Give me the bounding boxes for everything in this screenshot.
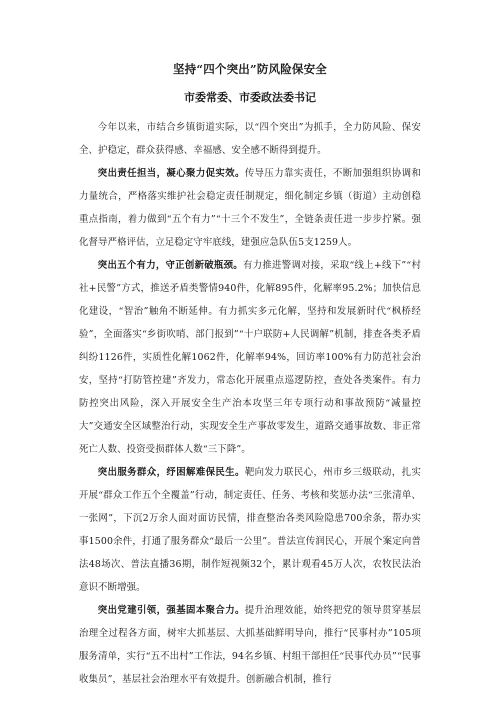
paragraph-text: 今年以来，市结合乡镇街道实际，以“四个突出”为抓手，全力防风险、保安全、护稳定，群众获得感、幸福感、安全感不断得到提升。 [79,122,421,156]
paragraph-serve-masses [79,461,421,599]
paragraph-five-forces [79,254,421,461]
paragraph-lead: 突出五个有力，守正创新破瓶颈。 [97,260,243,271]
paragraph-lead: 突出服务群众，纾困解难保民生。 [97,467,245,478]
paragraph-text: 提升治理效能，始终把党的领导贯穿基层治理全过程各方面，树牢大抓基层、大抓基础鲜明导向，推行“民事村办”105项服务清单，实行“五不出村”工作法，94名乡镇、村组干部担任“民事代办员”“民事收集员”，基层社会治理水平有效提升。创新融合机制，推行 [79,605,421,685]
paragraph-text: 传导压力靠实责任，不断加强组织协调和力量统合，严格落实维护社会稳定责任制规定，细化制定乡镇（街道）主动创稳重点指南，着力做到“五个有力”“十三个不发生”，全链条责任进一步步拧紧。强化督导严格评估，立足稳定守牢底线，建强应急队伍5支1259人。 [79,168,421,248]
paragraph-intro [79,116,421,162]
paragraph-lead: 突出党建引领，强基固本聚合力。 [97,605,245,616]
document-author: 市委常委、市委政法委书记 [184,91,316,104]
document-title: 坚持“四个突出”防风险保安全 [172,62,328,76]
paragraph-party-building [79,599,421,691]
paragraph-lead: 突出责任担当，凝心聚力促实效。 [97,168,245,179]
paragraph-text: 有力推进警调对接，采取“线上+线下”“村社+民警”方式，推送矛盾类警情940件，化解895件，化解率95.2%；加快信息化建设，“智治”触角不断延伸。有力抓实多元化解，坚持和发展新时代“枫桥经验”，全面落实“乡街吹哨、部门报到”“十户联防+人民调解”机制，排查各类矛盾纠纷1126件，实质性化解1062件，化解率94%，回访率100%有力防范社会治安，坚持“打防管控建”齐发力，常态化开展重点巡逻防控，查处各类案件。有力防控突出风险，深入开展安全生产治本攻坚三年专项行动和事故预防“减量控大”交通安全区域整治行动，实现安全生产事故零发生，道路交通事故数、非正常死亡人数、投资受损群体人数“三下降”。 [79,260,421,455]
paragraph-responsibility [79,162,421,254]
paragraph-text: 靶向发力联民心，州市乡三级联动，扎实开展“群众工作五个全覆盖”行动，制定责任、任务、考核和奖惩办法“三张清单、一张网”，下沉2万余人面对面访民情，排查整治各类风险隐患700余条，帮办实事1500余件，打通了服务群众“最后一公里”。普法宣传润民心，开展个案定向普法48场次、普法直播36期，制作短视频32个，累计观看45万人次，农牧民法治意识不断增强。 [79,467,421,593]
